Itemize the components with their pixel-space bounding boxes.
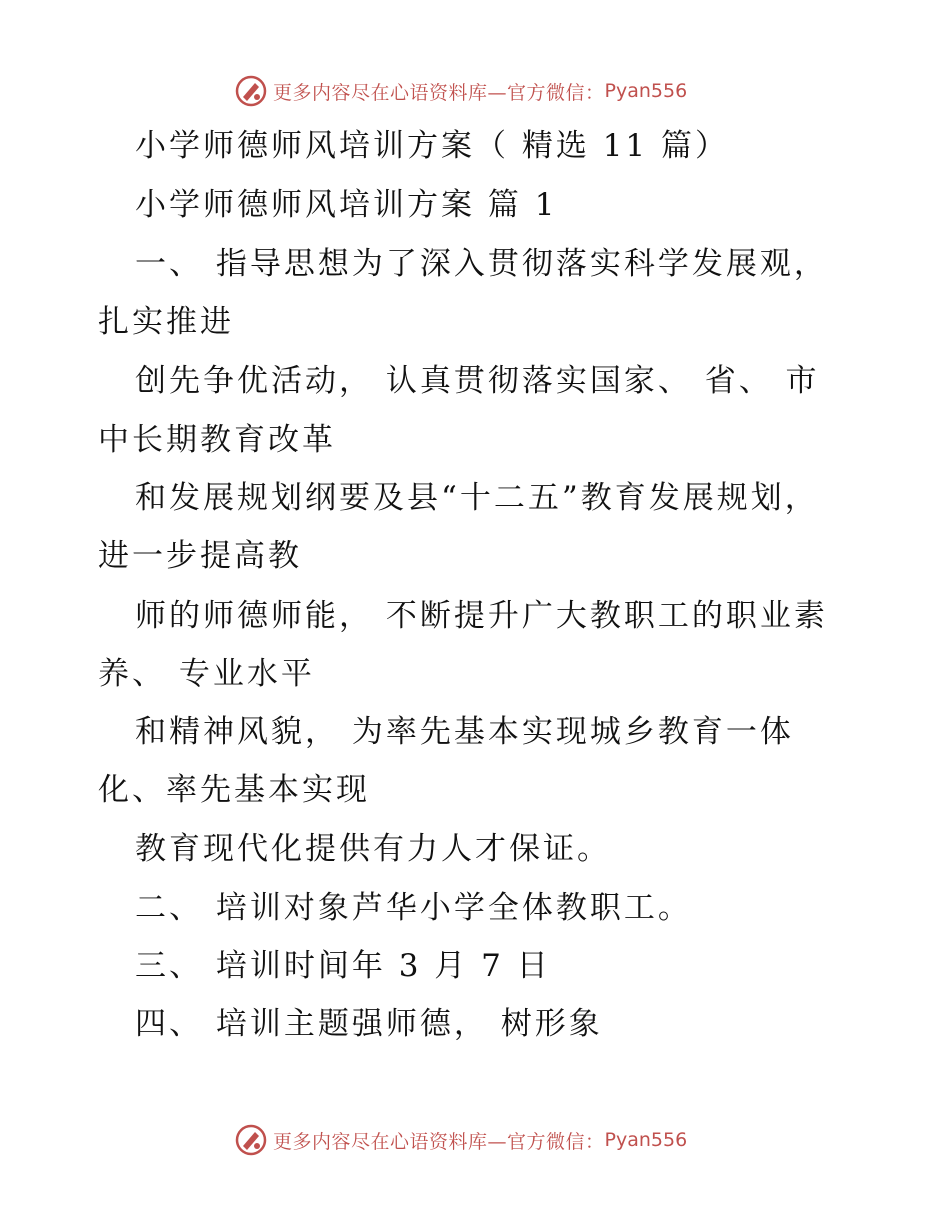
paragraph-line: 一、 指导思想为了深入贯彻落实科学发展观， <box>135 246 828 282</box>
watermark-wechat-id: Pyan556 <box>604 80 688 102</box>
paragraph-line: 和精神风貌， 为率先基本实现城乡教育一体 <box>135 714 794 750</box>
paragraph-line: 和发展规划纲要及县“十二五”教育发展规划， <box>135 480 819 516</box>
document-title: 小学师德师风培训方案（ 精选 11 篇） <box>135 128 730 164</box>
section-heading: 小学师德师风培训方案 篇 1 <box>135 187 558 223</box>
watermark-site-text: 更多内容尽在心语资料库—官方微信： <box>273 81 605 104</box>
watermark-wechat-id: Pyan556 <box>604 1129 688 1151</box>
watermark-site-text: 更多内容尽在心语资料库—官方微信： <box>273 1130 605 1153</box>
brand-logo-icon <box>235 75 267 107</box>
paragraph-line: 进一步提高教 <box>98 538 302 574</box>
paragraph-line: 化、率先基本实现 <box>98 772 370 808</box>
paragraph-line: 养、 专业水平 <box>98 656 315 692</box>
brand-logo-icon <box>235 1124 267 1156</box>
paragraph-line: 教育现代化提供有力人才保证。 <box>135 831 611 867</box>
paragraph-line: 创先争优活动， 认真贯彻落实国家、 省、 市 <box>135 363 820 399</box>
paragraph-line: 扎实推进 <box>98 304 234 340</box>
list-item-target: 二、 培训对象芦华小学全体教职工。 <box>135 890 692 926</box>
paragraph-line: 中长期教育改革 <box>98 422 336 458</box>
watermark-footer <box>235 1122 687 1158</box>
list-item-time: 三、 培训时间年 3 月 7 日 <box>135 948 551 984</box>
list-item-theme: 四、 培训主题强师德， 树形象 <box>135 1006 603 1042</box>
watermark-header <box>235 73 687 109</box>
paragraph-line: 师的师德师能， 不断提升广大教职工的职业素 <box>135 598 828 634</box>
